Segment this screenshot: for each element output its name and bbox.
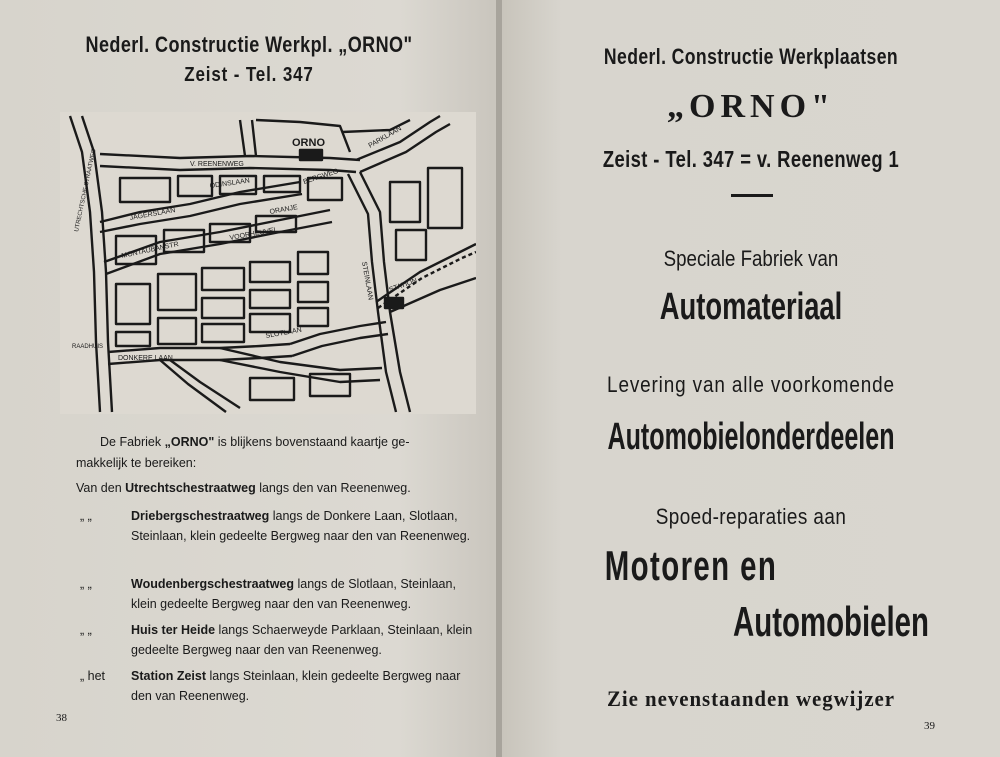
route-main-post: langs den van Reenenweg. xyxy=(255,481,411,495)
route-quote: „ „ xyxy=(80,623,92,637)
right-motoren-en: Motoren en xyxy=(604,542,778,589)
page-number-right: 39 xyxy=(924,720,935,732)
right-speciale-fabriek: Speciale Fabriek van xyxy=(663,246,839,271)
route-item xyxy=(80,666,480,706)
right-wegwijzer: Zie nevenstaanden wegwijzer xyxy=(606,686,896,711)
map-label-utrechtsche: UTRECHTSCHE STRAATWEG xyxy=(74,148,98,233)
left-header-company: Nederl. Constructie Werkpl. „ORNO" xyxy=(85,32,413,57)
route-bold: Woudenbergschestraatweg xyxy=(131,577,295,591)
right-spoed-reparaties: Spoed-reparaties aan xyxy=(655,504,847,529)
intro-paragraph xyxy=(76,432,468,474)
route-item xyxy=(80,620,480,660)
street-map xyxy=(60,112,476,414)
right-page xyxy=(502,0,1000,757)
map-label-reenenweg: V. REENENWEG xyxy=(190,161,244,168)
route-item xyxy=(80,574,480,614)
map-label-donkere-laan: DONKERE LAAN xyxy=(118,355,173,362)
right-automobielen: Automobielen xyxy=(733,598,929,645)
route-main-pre: Van den xyxy=(76,481,126,495)
left-header-location: Zeist - Tel. 347 xyxy=(184,64,314,86)
route-rest: langs Schaerweyde Parklaan, Steinlaan, klein gedeelte Bergweg naar den van Reenenweg. xyxy=(131,623,473,657)
route-bold: Huis ter Heide xyxy=(131,623,216,637)
route-main-bold: Utrechtschestraatweg xyxy=(125,481,256,495)
intro-bold-orno: „ORNO" xyxy=(164,435,215,449)
route-bold: Driebergschestraatweg xyxy=(131,509,270,523)
route-quote: „ „ xyxy=(80,509,92,523)
map-label-voorheuvel: VOORHEUVEL xyxy=(229,226,279,242)
route-item xyxy=(80,506,480,546)
right-automobielonderdeelen: Automobielonderdeelen xyxy=(607,416,895,458)
left-page xyxy=(0,0,498,757)
divider-rule xyxy=(731,194,773,197)
route-main xyxy=(76,478,476,498)
route-quote: „ het xyxy=(80,669,106,683)
route-bold: Station Zeist xyxy=(131,669,207,683)
route-quote: „ „ xyxy=(80,577,92,591)
intro-pre: De Fabriek xyxy=(100,435,165,449)
intro-post: is blijkens bovenstaand kaartje ge- xyxy=(214,435,410,449)
map-label-orno: ORNO xyxy=(292,137,325,149)
right-levering: Levering van alle voorkomende xyxy=(607,372,895,397)
right-address-line: Zeist - Tel. 347 = v. Reenenweg 1 xyxy=(602,146,900,172)
map-label-montaubanstr: MONTAUBANSTR xyxy=(120,241,180,260)
map-label-oranje: ORANJE xyxy=(269,204,299,216)
map-label-jagerslaan: JAGERSLAAN xyxy=(129,207,176,222)
intro-line2: makkelijk te bereiken: xyxy=(76,456,197,470)
route-rest: langs de Slotlaan, Steinlaan, klein gedeelte Bergweg naar den van Reenenweg. xyxy=(131,577,456,611)
map-label-slotlaan: SLOTLAAN xyxy=(265,326,303,340)
right-automateriaal: Automateriaal xyxy=(659,286,843,328)
route-rest: langs Steinlaan, klein gedeelte Bergweg naar den van Reenenweg. xyxy=(131,669,461,703)
map-label-odinslaan: ODINSLAAN xyxy=(209,177,251,190)
map-label-parklaan: PARKLAAN xyxy=(367,125,403,150)
map-label-raadhuis: RAADHUIS xyxy=(72,344,104,350)
map-label-station: STATION xyxy=(388,277,419,294)
map-label-bergweg: BERGWEG xyxy=(302,167,340,186)
route-rest: langs de Donkere Laan, Slotlaan, Steinlaan, klein gedeelte Bergweg naar den van Reenenweg. xyxy=(131,509,471,543)
page-number-left: 38 xyxy=(56,712,67,724)
right-brand-orno: „ORNO" xyxy=(667,88,835,125)
right-company-name: Nederl. Constructie Werkplaatsen xyxy=(603,44,899,69)
map-label-steinlaan: STEINLAAN xyxy=(360,261,374,301)
